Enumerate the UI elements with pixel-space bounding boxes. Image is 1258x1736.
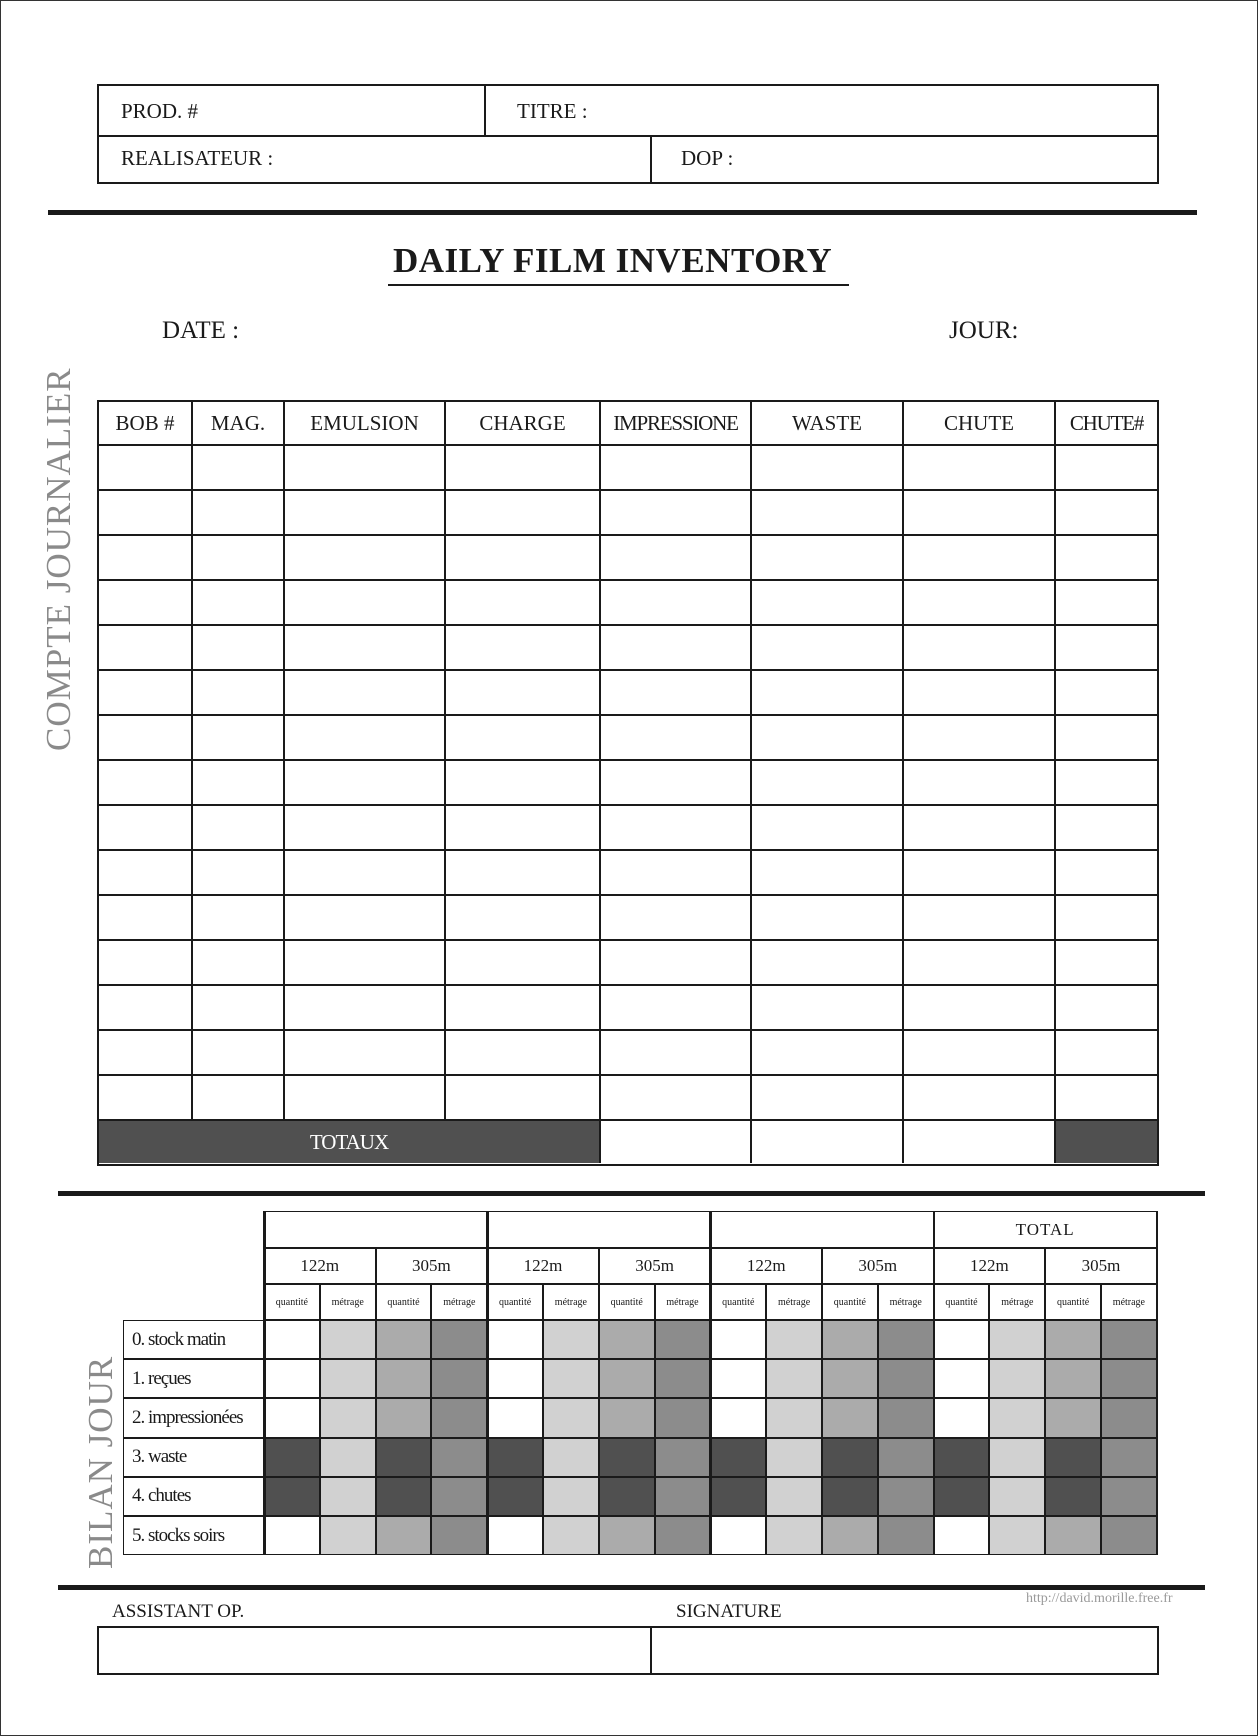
compte-journalier-label: COMPTE JOURNALIER (39, 367, 78, 751)
bilan-cell[interactable] (934, 1477, 990, 1516)
bilan-table (1, 1, 1257, 1735)
bilan-cell[interactable] (710, 1477, 766, 1516)
sub-header: métrage (989, 1284, 1045, 1320)
bilan-cell[interactable] (822, 1516, 878, 1555)
bilan-cell[interactable] (1101, 1516, 1157, 1555)
bilan-cell[interactable] (376, 1359, 432, 1398)
bilan-cell[interactable] (878, 1398, 934, 1437)
bilan-cell[interactable] (264, 1516, 320, 1555)
bilan-cell[interactable] (655, 1477, 711, 1516)
sub-header: quantité (376, 1284, 432, 1320)
size-header: 305m (1045, 1248, 1157, 1284)
bilan-cell[interactable] (431, 1320, 487, 1359)
sub-header: quantité (264, 1284, 320, 1320)
bilan-cell[interactable] (822, 1320, 878, 1359)
sub-header: métrage (878, 1284, 934, 1320)
bilan-cell[interactable] (431, 1438, 487, 1477)
bilan-cell[interactable] (710, 1398, 766, 1437)
footer-url: http://david.morille.free.fr (1026, 1591, 1173, 1606)
bilan-cell[interactable] (878, 1477, 934, 1516)
size-header: 122m (264, 1248, 376, 1284)
bilan-cell[interactable] (599, 1398, 655, 1437)
bilan-cell[interactable] (766, 1398, 822, 1437)
sub-header: métrage (655, 1284, 711, 1320)
column-header: EMULSION (285, 402, 446, 446)
prod-label: PROD. # (121, 99, 199, 123)
jour-label: JOUR: (949, 317, 1019, 344)
bilan-cell[interactable] (1045, 1398, 1101, 1437)
bilan-row-label: 3. waste (123, 1438, 264, 1477)
bilan-cell[interactable] (989, 1516, 1045, 1555)
signature-label: SIGNATURE (676, 1601, 782, 1622)
bilan-cell[interactable] (989, 1320, 1045, 1359)
bilan-cell[interactable] (655, 1438, 711, 1477)
bilan-cell[interactable] (376, 1477, 432, 1516)
bilan-cell[interactable] (264, 1359, 320, 1398)
sub-header: métrage (320, 1284, 376, 1320)
bottom-rule (58, 1585, 1205, 1590)
group-separator (709, 1211, 712, 1555)
bilan-cell[interactable] (1045, 1359, 1101, 1398)
bilan-cell[interactable] (766, 1516, 822, 1555)
bilan-cell[interactable] (487, 1516, 543, 1555)
bilan-cell[interactable] (766, 1359, 822, 1398)
sub-header: métrage (1101, 1284, 1157, 1320)
bilan-cell[interactable] (599, 1359, 655, 1398)
bilan-cell[interactable] (710, 1438, 766, 1477)
bilan-cell[interactable] (264, 1320, 320, 1359)
bilan-cell[interactable] (989, 1477, 1045, 1516)
date-label: DATE : (162, 317, 240, 344)
bilan-row-label: 5. stocks soirs (123, 1516, 264, 1555)
group-header: TOTAL (934, 1211, 1157, 1248)
bilan-cell[interactable] (431, 1516, 487, 1555)
bilan-cell[interactable] (543, 1438, 599, 1477)
assistant-field[interactable] (99, 1628, 650, 1673)
bilan-row-label: 0. stock matin (123, 1320, 264, 1359)
bilan-cell[interactable] (320, 1398, 376, 1437)
bilan-cell[interactable] (934, 1359, 990, 1398)
group-separator (486, 1211, 489, 1555)
realisateur-label: REALISATEUR : (121, 146, 274, 170)
bilan-cell[interactable] (1045, 1516, 1101, 1555)
bilan-cell[interactable] (989, 1359, 1045, 1398)
sub-header: quantité (599, 1284, 655, 1320)
bilan-cell[interactable] (320, 1320, 376, 1359)
bilan-cell[interactable] (989, 1398, 1045, 1437)
bilan-cell[interactable] (487, 1398, 543, 1437)
sub-header: quantité (710, 1284, 766, 1320)
group-header (264, 1211, 487, 1248)
bilan-cell[interactable] (431, 1398, 487, 1437)
bilan-cell[interactable] (264, 1438, 320, 1477)
bilan-cell[interactable] (822, 1477, 878, 1516)
bilan-cell[interactable] (766, 1320, 822, 1359)
sub-header: quantité (822, 1284, 878, 1320)
column-header: MAG. (193, 402, 285, 446)
bilan-cell[interactable] (989, 1438, 1045, 1477)
bilan-cell[interactable] (599, 1477, 655, 1516)
column-header: IMPRESSIONE (601, 402, 752, 446)
sub-header: quantité (1045, 1284, 1101, 1320)
column-header: WASTE (752, 402, 904, 446)
group-separator (263, 1211, 266, 1555)
size-header: 122m (487, 1248, 599, 1284)
sub-header: quantité (487, 1284, 543, 1320)
group-header (710, 1211, 933, 1248)
bilan-cell[interactable] (934, 1398, 990, 1437)
sub-header: quantité (934, 1284, 990, 1320)
bilan-cell[interactable] (766, 1438, 822, 1477)
column-header: BOB # (99, 402, 193, 446)
column-header: CHUTE (904, 402, 1056, 446)
bilan-cell[interactable] (487, 1320, 543, 1359)
bilan-cell[interactable] (934, 1320, 990, 1359)
bilan-cell[interactable] (264, 1477, 320, 1516)
page-title: DAILY FILM INVENTORY (393, 241, 833, 280)
bilan-cell[interactable] (878, 1320, 934, 1359)
bilan-cell[interactable] (599, 1438, 655, 1477)
bilan-cell[interactable] (543, 1516, 599, 1555)
bilan-cell[interactable] (878, 1359, 934, 1398)
bilan-cell[interactable] (487, 1477, 543, 1516)
bilan-cell[interactable] (1045, 1477, 1101, 1516)
bilan-cell[interactable] (543, 1398, 599, 1437)
bilan-cell[interactable] (1101, 1438, 1157, 1477)
bilan-cell[interactable] (710, 1516, 766, 1555)
bilan-cell[interactable] (710, 1320, 766, 1359)
dop-label: DOP : (681, 146, 734, 170)
column-header: CHUTE# (1056, 402, 1157, 446)
bilan-cell[interactable] (376, 1516, 432, 1555)
bilan-cell[interactable] (264, 1398, 320, 1437)
signature-field[interactable] (652, 1628, 1157, 1673)
bilan-cell[interactable] (655, 1359, 711, 1398)
bilan-cell[interactable] (766, 1477, 822, 1516)
bilan-row-label: 1. reçues (123, 1359, 264, 1398)
bilan-cell[interactable] (1045, 1320, 1101, 1359)
size-header: 305m (822, 1248, 934, 1284)
bilan-cell[interactable] (543, 1359, 599, 1398)
assistant-label: ASSISTANT OP. (112, 1601, 245, 1622)
bilan-cell[interactable] (487, 1438, 543, 1477)
bilan-cell[interactable] (878, 1438, 934, 1477)
size-header: 122m (710, 1248, 822, 1284)
bilan-cell[interactable] (878, 1516, 934, 1555)
bilan-cell[interactable] (655, 1398, 711, 1437)
sub-header: métrage (543, 1284, 599, 1320)
bilan-row-label: 4. chutes (123, 1477, 264, 1516)
sub-header: métrage (766, 1284, 822, 1320)
bilan-cell[interactable] (822, 1438, 878, 1477)
bilan-jour-label: BILAN JOUR (81, 1355, 120, 1569)
bilan-cell[interactable] (934, 1438, 990, 1477)
size-header: 305m (599, 1248, 711, 1284)
bilan-cell[interactable] (543, 1320, 599, 1359)
bilan-cell[interactable] (320, 1438, 376, 1477)
bilan-cell[interactable] (431, 1359, 487, 1398)
bilan-cell[interactable] (822, 1359, 878, 1398)
size-header: 122m (934, 1248, 1046, 1284)
bilan-cell[interactable] (1045, 1438, 1101, 1477)
size-header: 305m (376, 1248, 488, 1284)
bilan-cell[interactable] (655, 1320, 711, 1359)
bilan-cell[interactable] (487, 1359, 543, 1398)
totaux-cell: TOTAUX (99, 1121, 601, 1163)
bilan-cell[interactable] (1101, 1398, 1157, 1437)
bilan-cell[interactable] (376, 1398, 432, 1437)
titre-label: TITRE : (517, 99, 588, 123)
signature-box (97, 1626, 1159, 1675)
group-separator (1156, 1211, 1159, 1555)
bilan-cell[interactable] (1101, 1477, 1157, 1516)
group-header (487, 1211, 710, 1248)
bilan-cell[interactable] (543, 1477, 599, 1516)
bilan-cell[interactable] (320, 1516, 376, 1555)
bilan-cell[interactable] (599, 1516, 655, 1555)
bilan-cell[interactable] (822, 1398, 878, 1437)
bilan-cell[interactable] (431, 1477, 487, 1516)
sub-header: métrage (431, 1284, 487, 1320)
bilan-cell[interactable] (1101, 1359, 1157, 1398)
bilan-row-label: 2. impressionées (123, 1398, 264, 1437)
group-separator (933, 1211, 936, 1555)
bilan-cell[interactable] (376, 1438, 432, 1477)
bilan-cell[interactable] (376, 1320, 432, 1359)
bilan-cell[interactable] (934, 1516, 990, 1555)
bilan-cell[interactable] (599, 1320, 655, 1359)
bilan-cell[interactable] (320, 1477, 376, 1516)
column-header: CHARGE (446, 402, 601, 446)
bilan-cell[interactable] (320, 1359, 376, 1398)
bilan-cell[interactable] (655, 1516, 711, 1555)
bilan-cell[interactable] (1101, 1320, 1157, 1359)
bilan-cell[interactable] (710, 1359, 766, 1398)
